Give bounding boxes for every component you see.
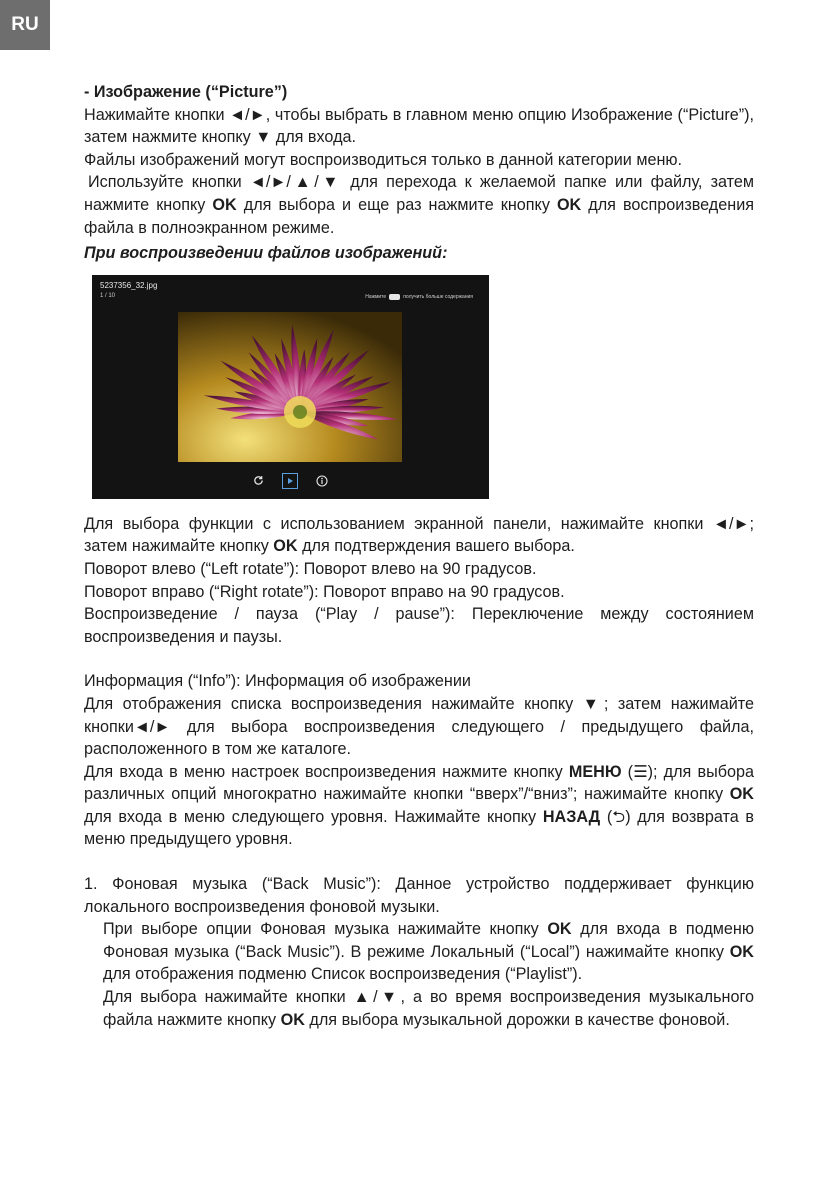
- info-description: Информация (“Info”): Информация об изображении: [84, 672, 471, 691]
- left-rotate-description: Поворот влево (“Left rotate”): Поворот влево на 90 градусов.: [84, 559, 537, 578]
- intro-paragraph-1: Нажимайте кнопки ◄/►, чтобы выбрать в главном меню опцию Изображение (“Picture”), затем нажмите кнопку ▼ для входа.: [84, 105, 754, 147]
- page-content: [84, 81, 754, 1031]
- section-subtitle: При воспроизведении файлов изображений:: [84, 244, 448, 263]
- play-icon[interactable]: [282, 473, 298, 489]
- screenshot-hint: Нажмите получить больше содержания: [365, 293, 473, 300]
- rotate-icon[interactable]: [250, 473, 266, 489]
- play-pause-description: Воспроизведение / пауза (“Play / pause”): Переключение между состоянием воспроизведения и паузы.: [84, 605, 754, 646]
- key-icon: [389, 294, 400, 300]
- back-music-submenu-instructions: При выборе опции Фоновая музыка нажимайте кнопку OK для входа в подменю Фоновая музыка (“Back Music”). В режиме Локальный (“Local”) нажимайте кнопку OK для отображения подменю Список воспроизведения (“Playlist”).: [103, 920, 754, 984]
- screenshot-filename: 5237356_32.jpg: [100, 280, 158, 290]
- panel-instructions: Для выбора функции с использованием экранной панели, нажимайте кнопки ◄/►; затем нажимайте кнопку OK для подтверждения вашего выбора.: [84, 514, 754, 556]
- menu-icon: ☰: [633, 762, 648, 781]
- intro-paragraph-2: Файлы изображений могут воспроизводиться только в данной категории меню.: [84, 150, 683, 169]
- flower-photo: [178, 312, 402, 462]
- back-music-intro: 1. Фоновая музыка (“Back Music”): Данное устройство поддерживает функцию локального воспроизведения фоновой музыки.: [84, 875, 754, 916]
- language-code: RU: [11, 14, 39, 35]
- language-tab: [0, 0, 50, 50]
- right-rotate-description: Поворот вправо (“Right rotate”): Поворот вправо на 90 градусов.: [84, 582, 565, 601]
- picture-playback-screenshot: [92, 275, 489, 499]
- section-title: - Изображение (“Picture”): [84, 83, 288, 101]
- info-icon[interactable]: [314, 473, 330, 489]
- playlist-instructions: Для отображения списка воспроизведения нажимайте кнопку ▼; затем нажимайте кнопки◄/► для выбора воспроизведения следующего / предыдущего файла, расположенного в том же каталоге.: [84, 694, 754, 759]
- settings-menu-instructions: Для входа в меню настроек воспроизведения нажмите кнопку МЕНЮ (☰); для выбора различных опций многократно нажимайте кнопки “вверх”/“вниз”; нажимайте кнопку OK для входа в меню следующего уровня. Нажимайте кнопку НАЗАД (⮌) для возврата в меню предыдущего уровня.: [84, 762, 754, 849]
- intro-paragraph-3: Используйте кнопки ◄/►/▲/▼ для перехода к желаемой папке или файлу, затем нажмите кнопку OK для выбора и еще раз нажмите кнопку OK для воспроизведения файла в полноэкранном режиме.: [84, 173, 754, 237]
- screenshot-counter: 1 / 10: [100, 292, 116, 299]
- back-icon: ⮌: [612, 807, 626, 826]
- back-music-select-instructions: Для выбора нажимайте кнопки ▲/▼, а во время воспроизведения музыкального файла нажмите кнопку OK для выбора музыкальной дорожки в качестве фоновой.: [103, 988, 754, 1029]
